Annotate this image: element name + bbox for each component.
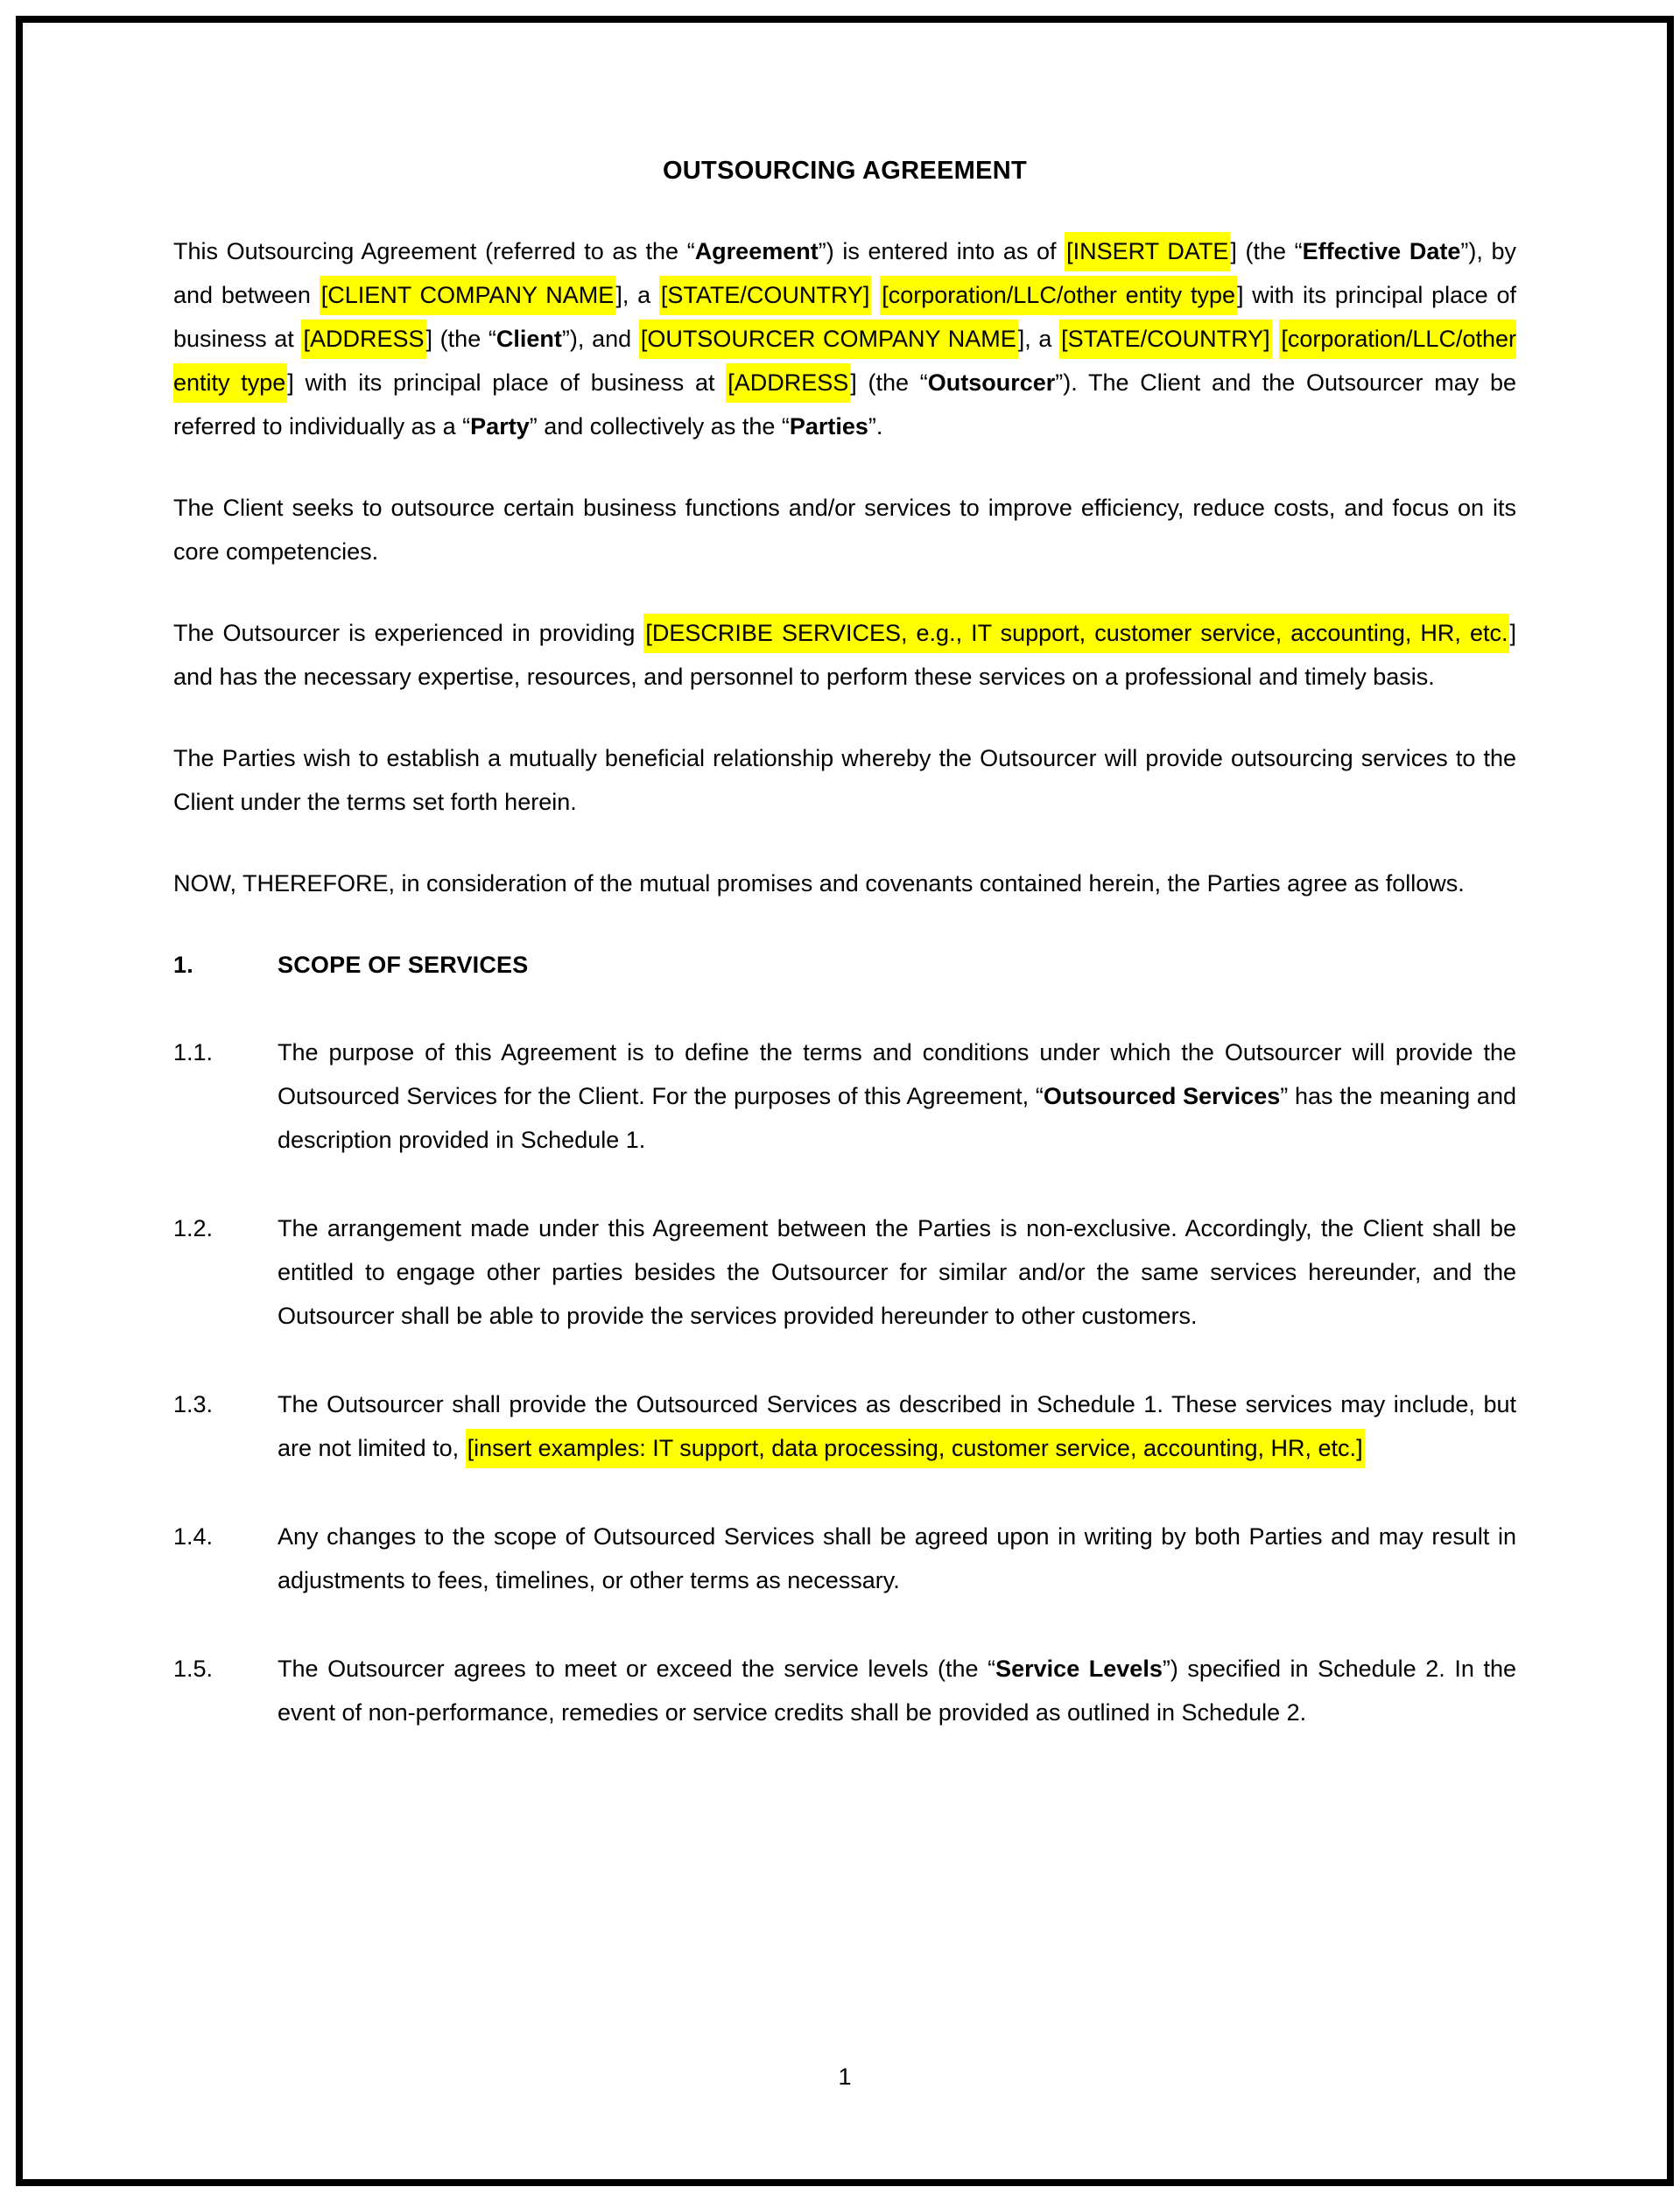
clause-text: [278, 1206, 1516, 1338]
document-body: [173, 229, 1516, 1734]
text-run: ] and has the necessary expertise, resources, and personnel to perform these services on a professional and timely basis.: [173, 620, 1516, 690]
page-content: [23, 23, 1667, 2179]
text-run: ] (the “: [425, 326, 496, 352]
text-run: The purpose of this Agreement is to define the terms and conditions under which the Outsourcer will provide the Outsourced Services for the Client. For the purposes of this Agreement, “: [278, 1039, 1516, 1109]
placeholder-highlight: [ADDRESS: [301, 320, 425, 359]
defined-term: Party: [470, 413, 530, 439]
clause-number: 1.3.: [173, 1391, 214, 1417]
clause: [173, 1206, 1516, 1338]
paragraph: [173, 229, 1516, 448]
page-number: 1: [838, 2064, 852, 2090]
clause: [173, 1030, 1516, 1162]
defined-term: Parties: [789, 413, 868, 439]
text-run: [871, 282, 880, 308]
clause-number: 1.5.: [173, 1656, 214, 1682]
clause: [173, 1515, 1516, 1602]
clause-text: [278, 943, 1516, 987]
text-run: ] with its principal place of business at: [287, 369, 727, 396]
clause-number: 1.4.: [173, 1523, 214, 1550]
defined-term: Client: [496, 326, 562, 352]
defined-term: Effective Date: [1302, 238, 1461, 264]
section-heading: [173, 943, 1516, 987]
defined-term: Outsourced Services: [1043, 1083, 1281, 1109]
text-run: The Outsourcer is experienced in providing: [173, 620, 644, 646]
clause: [173, 1382, 1516, 1470]
text-run: ” has the meaning and description provided in Schedule 1.: [278, 1083, 1516, 1153]
placeholder-highlight: [insert examples: IT support, data processing, customer service, accounting, HR, etc.]: [466, 1429, 1365, 1468]
document-title: OUTSOURCING AGREEMENT: [662, 157, 1028, 185]
text-run: NOW, THEREFORE, in consideration of the mutual promises and covenants contained herein, the Parties agree as follows.: [173, 870, 1465, 897]
clause: [173, 1647, 1516, 1734]
paragraph: [173, 736, 1516, 824]
placeholder-highlight: [corporation/LLC/other entity type: [173, 320, 1516, 403]
clause-number: 1.: [173, 952, 193, 978]
text-run: Any changes to the scope of Outsourced Services shall be agreed upon in writing by both Parties and may result in adjustments to fees, timelines, or other terms as necessary.: [278, 1523, 1516, 1593]
defined-term: SCOPE OF SERVICES: [278, 952, 529, 978]
defined-term: Outsourcer: [927, 369, 1056, 396]
text-run: The Parties wish to establish a mutually beneficial relationship whereby the Outsourcer will provide outsourcing services to the Client under the terms set forth herein.: [173, 745, 1516, 815]
text-run: The Outsourcer shall provide the Outsourced Services as described in Schedule 1. These services may include, but are not limited to,: [278, 1391, 1516, 1461]
text-run: ”). The Client and the Outsourcer may be referred to individually as a “: [173, 369, 1517, 439]
text-run: ” and collectively as the “: [529, 413, 790, 439]
text-run: ] with its principal place of business at: [173, 282, 1516, 352]
clause-text: [278, 1647, 1516, 1734]
defined-term: Agreement: [694, 238, 819, 264]
clause-text: [278, 1030, 1516, 1162]
text-run: ”.: [868, 413, 883, 439]
placeholder-highlight: [STATE/COUNTRY]: [659, 276, 872, 315]
defined-term: Service Levels: [995, 1656, 1163, 1682]
text-run: ”), by and between: [173, 238, 1516, 308]
clause-number: 1.2.: [173, 1215, 214, 1241]
text-run: The Outsourcer agrees to meet or exceed the service levels (the “: [278, 1656, 996, 1682]
text-run: ”), and: [561, 326, 639, 352]
placeholder-highlight: [CLIENT COMPANY NAME: [320, 276, 616, 315]
text-run: ”) specified in Schedule 2. In the event of non-performance, remedies or service credits shall be provided as outlined in Schedule 2.: [278, 1656, 1516, 1726]
placeholder-highlight: [ADDRESS: [726, 363, 850, 403]
text-run: ], a: [1017, 326, 1060, 352]
placeholder-highlight: [INSERT DATE: [1065, 232, 1230, 271]
page-border: [16, 16, 1674, 2186]
text-run: The Client seeks to outsource certain business functions and/or services to improve efficiency, reduce costs, and focus on its core competencies.: [173, 495, 1516, 565]
paragraph: [173, 611, 1516, 699]
clause-number: 1.1.: [173, 1039, 214, 1065]
text-run: ”) is entered into as of: [818, 238, 1065, 264]
text-run: ] (the “: [1230, 238, 1303, 264]
text-run: The arrangement made under this Agreement between the Parties is non-exclusive. Accordingly, the Client shall be entitled to engage other parties besides the Outsourcer for similar and/or the same services hereunder, and the Outsourcer shall be able to provide the services provided hereunder to other customers.: [278, 1215, 1516, 1329]
text-run: ] (the “: [850, 369, 928, 396]
paragraph: [173, 486, 1516, 573]
clause-text: [278, 1382, 1516, 1470]
clause-text: [278, 1515, 1516, 1602]
placeholder-highlight: [corporation/LLC/other entity type: [880, 276, 1237, 315]
placeholder-highlight: [OUTSOURCER COMPANY NAME: [639, 320, 1018, 359]
placeholder-highlight: [STATE/COUNTRY]: [1059, 320, 1272, 359]
paragraph: [173, 861, 1516, 905]
text-run: This Outsourcing Agreement (referred to as the “: [173, 238, 695, 264]
placeholder-highlight: [DESCRIBE SERVICES, e.g., IT support, customer service, accounting, HR, etc.: [643, 614, 1509, 653]
text-run: ], a: [615, 282, 659, 308]
